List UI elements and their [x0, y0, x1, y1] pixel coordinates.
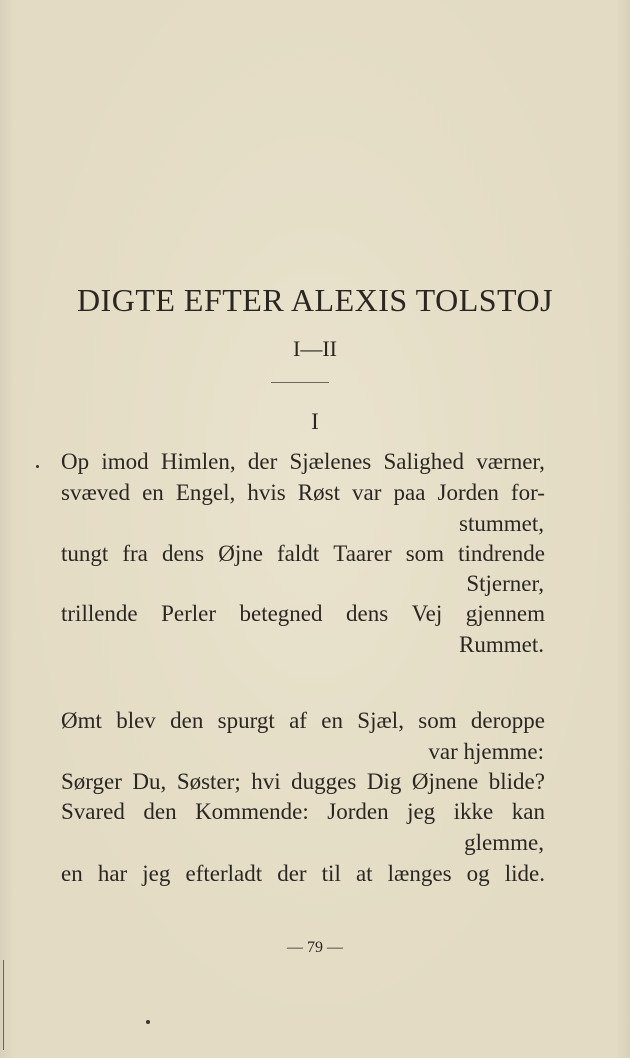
poem-word: der — [277, 861, 307, 886]
poem-word: jeg — [142, 861, 171, 886]
poem-word: en — [142, 480, 164, 505]
poem-word: værner, — [476, 449, 545, 474]
poem-line-continuation: var hjemme: — [428, 739, 544, 764]
poem-word: som — [405, 541, 445, 566]
poem-word: Svared — [61, 799, 125, 824]
poem-word: for- — [510, 480, 545, 505]
poem-word: hvi — [251, 769, 281, 794]
ink-speck — [36, 465, 39, 468]
poem-word: imod — [101, 449, 149, 474]
poem-word: Perler — [161, 601, 217, 626]
poem-word: en — [321, 708, 343, 733]
poem-word: jeg — [407, 799, 436, 824]
poem-word: kan — [511, 799, 545, 824]
poem-word: Jorden — [327, 799, 389, 824]
poem-word: dens — [161, 541, 205, 566]
poem-line — [61, 540, 545, 568]
page-title: DIGTE EFTER ALEXIS TOLSTOJ — [76, 282, 554, 318]
poem-word: en — [61, 861, 83, 886]
poem-word: Røst — [297, 480, 340, 505]
poem-word: Vej — [411, 601, 443, 626]
poem-word: var — [352, 480, 382, 505]
poem-word: tindrende — [458, 541, 545, 566]
poem-line — [61, 707, 545, 735]
poem-word: til — [321, 861, 341, 886]
poem-word: har — [97, 861, 128, 886]
poem-word: dens — [345, 601, 389, 626]
poem-word: Himlen, — [160, 449, 236, 474]
poem-line-continuation: stummet, — [459, 511, 544, 536]
page-number: — 79 — — [287, 939, 343, 956]
ink-speck — [146, 1020, 150, 1024]
poem-word: Taarer — [333, 541, 392, 566]
section-number: I — [311, 409, 319, 434]
poem-word: Kommende: — [195, 799, 309, 824]
poem-word: ikke — [453, 799, 494, 824]
poem-word: blide? — [488, 769, 545, 794]
poem-line-continuation: Rummet. — [459, 632, 544, 657]
poem-word: Engel, — [175, 480, 236, 505]
poem-word: spurgt — [217, 708, 275, 733]
poem-word: Salighed — [383, 449, 464, 474]
poem-word: efterladt — [185, 861, 263, 886]
poem-word: og — [466, 861, 490, 886]
poem-word: lide. — [504, 861, 545, 886]
poem-word: der — [247, 449, 278, 474]
poem-word: deroppe — [470, 708, 545, 733]
poem-word: at — [355, 861, 373, 886]
poem-line-continuation: Stjerner, — [466, 571, 544, 596]
poem-word: tungt — [61, 541, 109, 566]
poem-word: længes — [387, 861, 452, 886]
poem-word: Du, — [132, 769, 167, 794]
poem-word: trillende — [61, 601, 138, 626]
poem-word: af — [289, 708, 307, 733]
poem-word: svæved — [61, 480, 130, 505]
poem-word: faldt — [277, 541, 320, 566]
poem-word: hvis — [247, 480, 286, 505]
poem-line-continuation: glemme, — [464, 830, 544, 855]
poem-word: Øjnene — [411, 769, 479, 794]
poem-word: Jorden — [437, 480, 499, 505]
divider-rule — [271, 382, 329, 383]
poem-line — [61, 798, 545, 826]
poem-line — [61, 479, 545, 507]
poem-word: paa — [393, 480, 426, 505]
poem-word: den — [170, 708, 204, 733]
poem-word: Øjne — [218, 541, 263, 566]
poem-word: Sjælenes — [289, 449, 372, 474]
poem-word: som — [418, 708, 457, 733]
poem-word: Dig — [366, 769, 402, 794]
poem-word: Sørger — [61, 769, 122, 794]
poem-word: blev — [116, 708, 156, 733]
poem-word: Sjæl, — [357, 708, 404, 733]
poem-word: dugges — [291, 769, 357, 794]
poem-line — [61, 768, 545, 796]
poem-word: Op — [61, 449, 90, 474]
poem-word: gjennem — [465, 601, 545, 626]
page-subtitle: I—II — [293, 336, 337, 361]
poem-word: den — [143, 799, 177, 824]
poem-line — [61, 600, 545, 628]
poem-word: betegned — [239, 601, 323, 626]
poem-line — [61, 860, 545, 888]
page-edge-line — [3, 960, 4, 1050]
poem-word: Ømt — [61, 708, 102, 733]
poem-line — [61, 448, 545, 476]
poem-word: Søster; — [176, 769, 241, 794]
poem-word: fra — [122, 541, 148, 566]
